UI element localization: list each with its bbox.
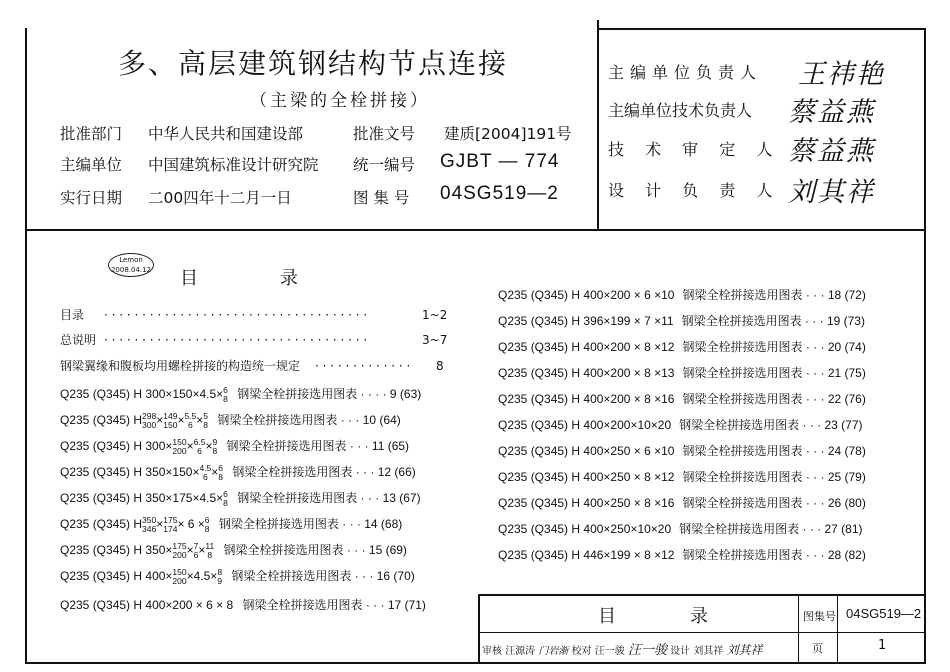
entry-spec: 400×200 × 8 ×13 <box>583 366 675 380</box>
entry-spec: 400× <box>145 569 173 584</box>
entry-page: 28 (82) <box>827 548 866 562</box>
toc-entry[interactable] <box>60 359 452 373</box>
toc-entry-right[interactable] <box>498 314 865 328</box>
entry-spec: 400×200 × 8 ×12 <box>583 340 675 354</box>
entry-suffix: 钢梁全栓拼接选用图表 <box>232 465 353 480</box>
leader-dots: · · · <box>799 418 825 432</box>
entry-prefix: Q235 (Q345) H <box>60 517 143 532</box>
toc-title-a: 目 <box>180 268 198 289</box>
leader-dots: · · · <box>802 496 828 510</box>
toc-entry-right[interactable] <box>498 340 866 354</box>
tb-v2 <box>837 594 838 664</box>
entry-spec: 400×250×10×20 <box>583 522 672 536</box>
entry-prefix: Q235 (Q345) H <box>498 314 581 328</box>
entry-page: 9 (63) <box>389 387 422 402</box>
leader-dots: · · · <box>802 288 828 302</box>
entry-prefix: Q235 (Q345) H <box>498 470 581 484</box>
leader-dots: · · · <box>342 517 365 532</box>
stamp-bottom: 2008.04.12 <box>110 266 152 274</box>
header-divider <box>25 229 926 231</box>
fraction: 150 200 <box>172 567 187 586</box>
leader-dots: · · · <box>802 340 828 354</box>
entry-prefix: Q235 (Q345) H <box>498 288 581 302</box>
page-subtitle: （主梁的全栓拼接） <box>250 91 430 111</box>
meta-value: 二00四年十二月一日 <box>148 189 292 207</box>
entry-spec: 300×150×4.5× <box>145 387 224 402</box>
toc-entry-right[interactable] <box>498 366 866 380</box>
meta-value: 建质[2004]191号 <box>444 125 572 143</box>
meta-value: GJBT — 774 <box>440 151 560 172</box>
entry-suffix: 钢梁全栓拼接选用图表 <box>218 517 339 532</box>
toc-entry-right[interactable] <box>498 470 866 484</box>
entry-prefix: Q235 (Q345) H <box>60 491 143 506</box>
meta-value: 中国建筑标准设计研究院 <box>148 156 319 174</box>
page-number: 1 <box>878 638 887 653</box>
leader-dots: · · · <box>802 392 828 406</box>
toc-entry-h350-175-200[interactable]: Q235 (Q345) H 350× 175 200 × 7 6 × 11 8 钢梁全栓拼接选用图表 · · · 15 (69) <box>60 541 407 560</box>
tb-sign-row <box>482 639 763 658</box>
leader-dots: · · · <box>360 491 383 506</box>
atlas-label: 图集号 <box>803 610 836 623</box>
entry-page: 26 (80) <box>827 496 866 510</box>
fraction: 7 6 <box>193 541 199 560</box>
toc-entry-h350-175[interactable] <box>60 490 421 508</box>
entry-spec: 350×175×4.5× <box>145 491 224 506</box>
entry-page: 14 (68) <box>364 517 403 532</box>
fraction: 175 174 <box>163 515 178 534</box>
toc-entry-h300-150-200[interactable]: Q235 (Q345) H 300× 150 200 × 6.5 6 × 9 8 钢梁全栓拼接选用图表 · · · 11 (65) <box>60 437 410 456</box>
header-mid-divider <box>597 20 599 230</box>
leader-dots: · · · <box>365 598 388 612</box>
entry-suffix: 钢梁全栓拼接选用图表 <box>679 418 800 432</box>
fraction: 6 8 <box>204 515 210 534</box>
entry-suffix: 钢梁全栓拼接选用图表 <box>223 543 344 558</box>
entry-suffix: 钢梁全栓拼接选用图表 <box>682 392 803 406</box>
fraction: 6 8 <box>218 463 224 482</box>
entry-suffix: 钢梁全栓拼接选用图表 <box>237 387 358 402</box>
entry-prefix: Q235 (Q345) H <box>60 598 143 612</box>
design-label: 设计 <box>670 646 691 657</box>
atlas-number: 04SG519—2 <box>846 606 922 621</box>
stamp <box>108 253 154 277</box>
fraction: 11 8 <box>205 541 215 560</box>
fraction: 4.5 6 <box>199 463 212 482</box>
toc-entry-h298[interactable]: Q235 (Q345) H 298 300 × 149 150 × 5.5 6 × 5 8 钢梁全栓拼接选用图表 · · · 10 (64) <box>60 411 401 430</box>
entry-spec: 446×199 × 8 ×12 <box>583 548 675 562</box>
entry-prefix: Q235 (Q345) H <box>498 340 581 354</box>
signature: 蔡益燕 <box>788 97 875 128</box>
entry-page: 11 (65) <box>371 439 410 454</box>
leader-dots: · · · <box>340 413 363 428</box>
leader-dots: · · · · <box>360 387 390 402</box>
entry-spec: 400×200 × 6 × 8 <box>145 598 234 612</box>
review-signature: 门岩渐 <box>538 646 569 657</box>
entry-suffix: 钢梁全栓拼接选用图表 <box>682 444 803 458</box>
toc-entry-right[interactable] <box>498 288 866 302</box>
leader-dots: · · · <box>799 522 825 536</box>
fraction: 5 8 <box>203 411 209 430</box>
design-name: 刘其祥 <box>693 646 724 657</box>
page-label: 页 <box>812 642 823 655</box>
meta-label: 实行日期 <box>60 189 123 207</box>
entry-spec: 400×200 × 8 ×16 <box>583 392 675 406</box>
tb-v1 <box>798 594 799 664</box>
leader-dots: · · · <box>802 548 828 562</box>
entry-suffix: 钢梁全栓拼接选用图表 <box>226 439 347 454</box>
entry-spec: 400×250 × 8 ×12 <box>583 470 675 484</box>
fraction: 6 8 <box>223 489 228 508</box>
entry-page: 15 (69) <box>368 543 407 558</box>
fraction: 298 300 <box>142 411 157 430</box>
leader-dots: · · · <box>802 470 828 484</box>
entry-prefix: Q235 (Q345) H <box>498 522 581 536</box>
design-signature: 刘其祥 <box>726 643 763 657</box>
entry-text: 总说明 <box>60 333 97 347</box>
toc-entry-h400-150-200[interactable]: Q235 (Q345) H 400× 150 200 ×4.5× 8 9 钢梁全栓拼接选用图表 · · · 16 (70) <box>60 567 415 586</box>
entry-spec: 400×250 × 6 ×10 <box>583 444 675 458</box>
entry-prefix: Q235 (Q345) H <box>60 465 143 480</box>
meta-label: 批准部门 <box>60 125 123 143</box>
entry-page: 16 (70) <box>376 569 415 584</box>
review-name: 汪源涛 <box>505 646 536 657</box>
fraction: 175 200 <box>172 541 187 560</box>
toc-title-b: 录 <box>280 268 298 289</box>
fraction: 6.5 6 <box>193 437 206 456</box>
entry-page: 23 (77) <box>824 418 863 432</box>
leader-dots: · · · <box>346 543 369 558</box>
entry-prefix: Q235 (Q345) H <box>60 413 143 428</box>
entry-suffix: 钢梁全栓拼接选用图表 <box>237 491 358 506</box>
toc-entry-right[interactable] <box>498 496 866 510</box>
entry-page: 21 (75) <box>827 366 866 380</box>
entry-spec: 350×150× <box>145 465 200 480</box>
leader-dots: · · · <box>355 465 378 480</box>
entry-page: 25 (79) <box>827 470 866 484</box>
fraction: 9 8 <box>212 437 218 456</box>
toc-entry-h350-150[interactable]: Q235 (Q345) H 350×150× 4.5 6 × 6 8 钢梁全栓拼接选用图表 · · · 12 (66) <box>60 463 416 482</box>
entry-suffix: 钢梁全栓拼接选用图表 <box>231 569 352 584</box>
meta-label: 统一编号 <box>353 156 416 174</box>
tb-top <box>478 594 926 596</box>
entry-prefix: Q235 (Q345) H <box>498 496 581 510</box>
entry-page: 19 (73) <box>826 314 865 328</box>
leader-dots: · · · <box>801 314 827 328</box>
entry-page: 13 (67) <box>382 491 421 506</box>
entry-page: 8 <box>436 359 444 373</box>
entry-suffix: 钢梁全栓拼接选用图表 <box>682 340 803 354</box>
entry-spec: 350× <box>145 543 173 558</box>
toc-entry[interactable] <box>60 308 452 322</box>
leader-dots: · · · · · · · · · · · · · <box>315 359 411 373</box>
entry-prefix: Q235 (Q345) H <box>498 392 581 406</box>
entry-text: 目录 <box>60 308 85 322</box>
entry-page: 18 (72) <box>827 288 866 302</box>
responsible-label: 设 计 负 责 人 <box>608 181 781 200</box>
leader-dots: · · · · · · · · · · · · · · · · · · · · · · · · · · · · · · · · · · · <box>104 333 368 347</box>
entry-page: 12 (66) <box>377 465 416 480</box>
entry-prefix: Q235 (Q345) H <box>498 548 581 562</box>
fraction: 150 200 <box>172 437 187 456</box>
entry-spec: 400×200 × 6 ×10 <box>583 288 675 302</box>
toc-entry-right[interactable] <box>498 418 863 432</box>
leader-dots: · · · <box>354 569 377 584</box>
tb-left <box>478 594 480 664</box>
entry-suffix: 钢梁全栓拼接选用图表 <box>242 598 363 612</box>
entry-page: 1~2 <box>422 308 448 322</box>
entry-page: 20 (74) <box>827 340 866 354</box>
responsible-label: 主编单位负责人 <box>608 63 763 82</box>
entry-suffix: 钢梁全栓拼接选用图表 <box>682 288 803 302</box>
signature: 蔡益燕 <box>788 136 875 167</box>
entry-suffix: 钢梁全栓拼接选用图表 <box>681 314 802 328</box>
toc-entry-right[interactable] <box>498 548 866 562</box>
signature: 王祎艳 <box>798 59 885 90</box>
toc-entry-right[interactable] <box>498 392 866 406</box>
entry-prefix: Q235 (Q345) H <box>498 366 581 380</box>
entry-page: 24 (78) <box>827 444 866 458</box>
meta-value: 04SG519—2 <box>440 183 559 204</box>
toc-entry-h400-200-6-8[interactable] <box>60 598 426 612</box>
check-signature: 汪一骏 <box>627 643 667 658</box>
entry-suffix: 钢梁全栓拼接选用图表 <box>217 413 338 428</box>
signature: 刘其祥 <box>788 177 875 208</box>
toc-entry-right[interactable] <box>498 522 863 536</box>
entry-page: 22 (76) <box>827 392 866 406</box>
entry-suffix: 钢梁全栓拼接选用图表 <box>682 470 803 484</box>
entry-prefix: Q235 (Q345) H <box>60 543 143 558</box>
review-label: 审核 <box>482 646 502 657</box>
toc-entry[interactable] <box>60 333 452 347</box>
tb-title-b: 录 <box>690 606 708 627</box>
entry-prefix: Q235 (Q345) H <box>498 418 581 432</box>
check-name: 汪一骏 <box>594 646 625 657</box>
fraction: 8 9 <box>217 567 223 586</box>
fraction: 149 150 <box>163 411 178 430</box>
tb-title-a: 目 <box>598 606 616 627</box>
leader-dots: · · · · · · · · · · · · · · · · · · · · · · · · · · · · · · · · · · · <box>104 308 368 322</box>
leader-dots: · · · <box>349 439 372 454</box>
leader-dots: · · · <box>802 444 828 458</box>
entry-page: 27 (81) <box>824 522 863 536</box>
tb-mid <box>478 632 926 633</box>
entry-suffix: 钢梁全栓拼接选用图表 <box>682 366 803 380</box>
entry-spec: 400×200×10×20 <box>583 418 672 432</box>
meta-label: 主编单位 <box>60 156 123 174</box>
frame-bottom <box>25 662 926 664</box>
toc-entry-h350-346[interactable]: Q235 (Q345) H 350 346 × 175 174 × 6 × 6 8 钢梁全栓拼接选用图表 · · · 14 (68) <box>60 515 403 534</box>
meta-label: 图 集 号 <box>353 189 410 207</box>
check-label: 校对 <box>571 646 592 657</box>
meta-label: 批准文号 <box>353 125 416 143</box>
entry-spec: 400×250 × 8 ×16 <box>583 496 675 510</box>
meta-value: 中华人民共和国建设部 <box>148 125 304 143</box>
entry-spec: 396×199 × 7 ×11 <box>583 314 674 328</box>
entry-suffix: 钢梁全栓拼接选用图表 <box>679 522 800 536</box>
fraction: 6 8 <box>223 385 228 404</box>
page-title: 多、高层建筑钢结构节点连接 <box>118 47 509 80</box>
entry-suffix: 钢梁全栓拼接选用图表 <box>682 548 803 562</box>
responsible-label: 主编单位技术负责人 <box>608 101 753 120</box>
responsible-label: 技 术 审 定 人 <box>608 140 781 159</box>
entry-page: 10 (64) <box>362 413 401 428</box>
frame-left <box>25 28 27 664</box>
header-top-right <box>597 28 926 30</box>
entry-prefix: Q235 (Q345) H <box>60 569 143 584</box>
entry-suffix: 钢梁全栓拼接选用图表 <box>682 496 803 510</box>
entry-prefix: Q235 (Q345) H <box>498 444 581 458</box>
leader-dots: · · · <box>802 366 828 380</box>
frame-right <box>924 28 926 664</box>
toc-entry-right[interactable] <box>498 444 866 458</box>
toc-entry-h300-150[interactable] <box>60 386 421 404</box>
entry-prefix: Q235 (Q345) H <box>60 439 143 454</box>
stamp-top: Lemon <box>119 256 143 264</box>
entry-page: 17 (71) <box>387 598 426 612</box>
entry-prefix: Q235 (Q345) H <box>60 387 143 402</box>
fraction: 5.5 6 <box>184 411 197 430</box>
entry-page: 3~7 <box>422 333 448 347</box>
entry-text: 钢梁翼缘和腹板均用螺栓拼接的构造统一规定 <box>60 359 301 373</box>
fraction: 350 346 <box>142 515 157 534</box>
